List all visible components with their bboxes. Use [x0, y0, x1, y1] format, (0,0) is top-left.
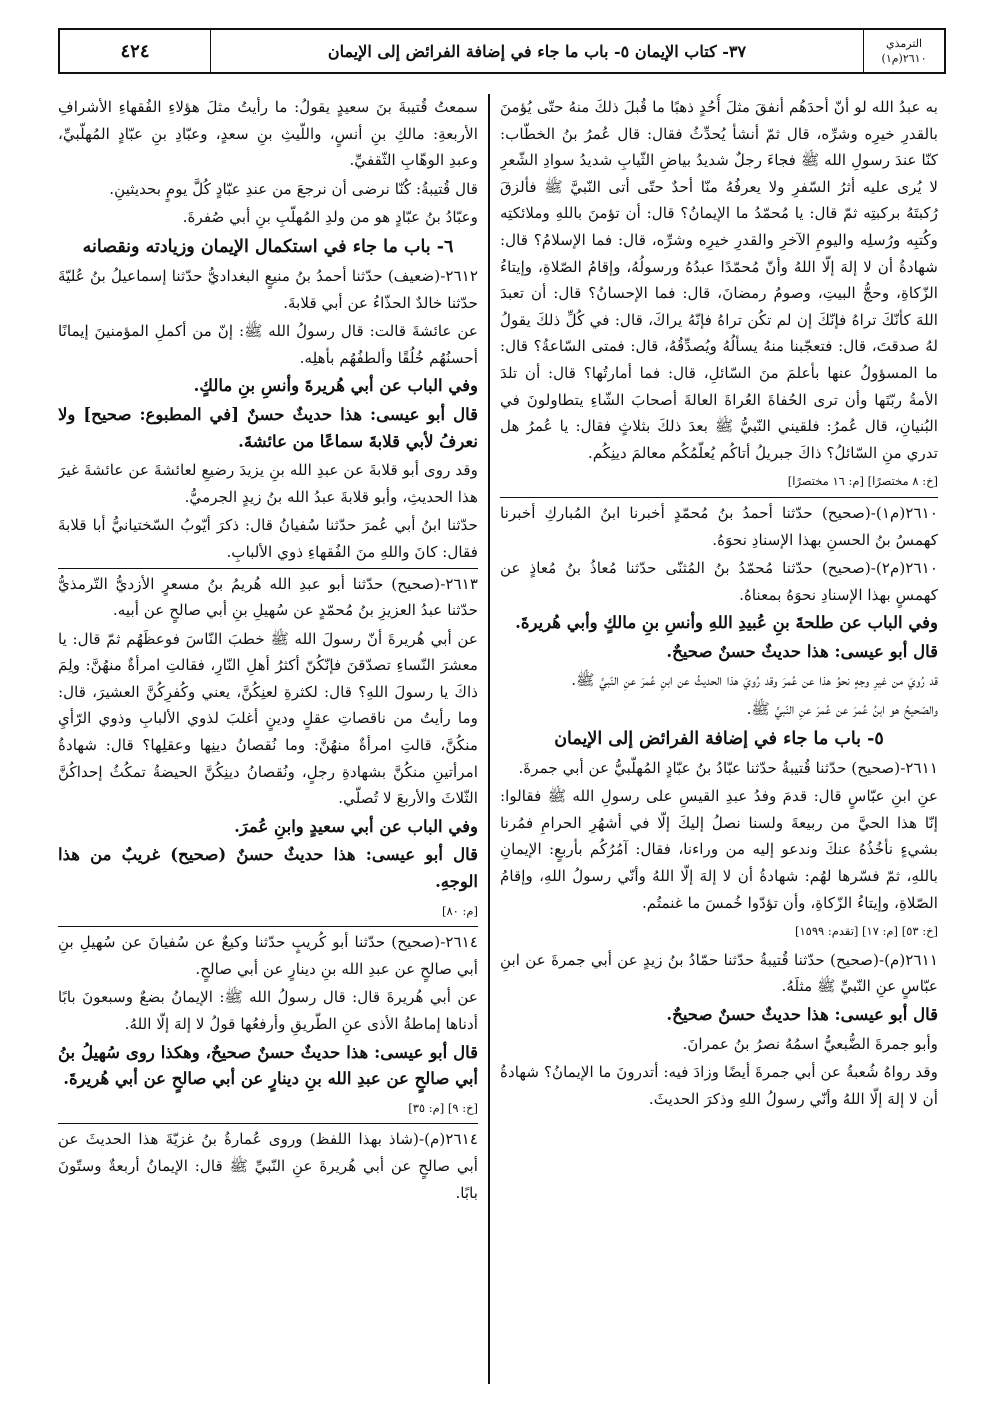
paragraph: وأبو جمرةَ الضُّبعيُّ اسمُهُ نصرُ بنُ عمرانَ.	[682, 1034, 938, 1053]
reference: [خ: ٨ مختصرًا] [م: ١٦ مختصرًا]	[787, 474, 938, 489]
hadith-entry: ٢٦١٤(م)-(شاذ بهذا اللفظ) وروى عُمارةُ بنُ غزيّةَ هذا الحديثَ عن أبي صالحٍ عن أبي هُريرةَ عنِ النّبيِّ ﷺ قال: الإيمانُ أربعةٌ وستّونَ بابًا.	[58, 1123, 478, 1206]
paragraph: عنِ ابنِ عبّاسٍ قال: قدمَ وفدُ عبدِ القيسِ على رسولِ الله ﷺ فقالوا: إنّا هذا الحيَّ من ربيعةَ ولسنا نصلُ إليكَ إلّا في أشهُرِ الحرامِ فمُرنا بشيءٍ نأخُذُهُ عنكَ وندعو إليه من وراءنا، فقال: آمُرُكُم بأربعٍ: الإيمانِ باللهِ، ثمّ فسّرها لهُم: شهادةُ أن لا إلهَ إلّا اللهُ وأنّي رسولُ اللهِ، وإقامُ الصّلاةِ، وإيتاءُ الزّكاةِ، وأن تؤدّوا خُمسَ ما غنمتُم.	[500, 787, 938, 912]
abu-isa-note: قال أبو عيسى: هذا حديثٌ حسنٌ [في المطبوع: صحيح] ولا نعرفُ لأبي قلابةَ سماعًا من عائشةَ.	[58, 404, 478, 451]
hadith-entry: ٢٦١١(م)-(صحيح) حدّثنا قُتيبةُ حدّثنا حمّادُ بنُ زيدٍ عن أبي جمرةَ عن ابنِ عبّاسٍ عنِ النّبيِّ ﷺ مثلَهُ.	[500, 950, 938, 996]
hadith-range: ٢٦١٠(م١)	[881, 52, 927, 65]
paragraph: وعبّادُ بنُ عبّادٍ هو من ولدِ المُهلّبِ بنِ أبي صُفرةَ.	[182, 208, 478, 227]
page-number: ٤٢٤	[120, 40, 150, 62]
hadith-entry: ٢٦١١-(صحيح) حدّثنا قُتيبةُ حدّثنا عبّادُ بنُ عبّادٍ المُهلّبيُّ عن أبي جمرةَ.	[518, 758, 938, 777]
hadith-entry: ٢٦١٠(م١)-(صحيح) حدّثنا أحمدُ بنُ مُحمّدٍ أخبرنا ابنُ المُباركِ أخبرنا كهمسُ بنُ الحسنِ بهذا الإسنادِ نحوَهُ.	[500, 497, 938, 553]
paragraph: قد رُويَ من غيرِ وجهٍ نحوُ هذا عن عُمرَ وقد رُويَ هذا الحديثُ عن ابنِ عُمرَ عنِ النّبيِّ ﷺ.	[571, 671, 938, 690]
paragraph: سمعتُ قُتيبةَ بنَ سعيدٍ يقولُ: ما رأيتُ مثلَ هؤلاءِ الفُقهاءِ الأشرافِ الأربعةِ: مالكِ بنِ أنسٍ، واللّيثِ بنِ سعدٍ، وعبّادِ بنِ عبّادٍ المُهلّبيِّ، وعبدِ الوهّابِ الثّقفيِّ.	[58, 98, 478, 170]
reference: [خ: ٥٣] [م: ١٧] [تقدم: ١٥٩٩]	[794, 924, 938, 939]
page-header	[58, 28, 946, 74]
paragraph: والصّحيحُ هو ابنُ عُمرَ عن عُمرَ عنِ النّبيِّ ﷺ.	[746, 700, 938, 719]
paragraph: حدّثنا ابنُ أبي عُمرَ حدّثنا سُفيانُ قال: ذكرَ أيّوبُ السّختيانيُّ أبا قلابةَ فقال: كانَ واللهِ منَ الفُقهاءِ ذوي الألبابِ.	[58, 516, 478, 561]
column-divider	[488, 94, 490, 1384]
chapter-note: وفي الباب عن أبي هُريرةَ وأنسِ بنِ مالكٍ.	[193, 376, 478, 396]
book-name: الترمذي	[885, 37, 923, 50]
left-column	[58, 94, 478, 1384]
hadith-entry: ٢٦١٣-(صحيح) حدّثنا أبو عبدِ الله هُريمُ بنُ مسعرٍ الأزديُّ التّرمذيُّ حدّثنا عبدُ العزيزِ بنُ مُحمّدٍ عن سُهيلِ بنِ أبي صالحٍ عن أبيه.	[58, 568, 478, 624]
chapter-note: وفي الباب عن طلحةَ بنِ عُبيدِ اللهِ وأنسِ بنِ مالكٍ وأبي هُريرةَ.	[515, 613, 938, 633]
abu-isa-note: قال أبو عيسى: هذا حديثٌ حسنٌ صحيحٌ.	[666, 1005, 938, 1024]
reference: [م: ٨٠]	[442, 903, 478, 918]
paragraph: عن عائشةَ قالت: قال رسولُ الله ﷺ: إنّ من أكملِ المؤمنينَ إيمانًا أحسنُهُم خُلُقًا وألطفُهُم بأهلِه.	[58, 322, 478, 367]
chapter-note: وفي الباب عن أبي سعيدٍ وابنِ عُمرَ.	[234, 816, 478, 836]
paragraph: عن أبي هُريرةَ أنّ رسولَ الله ﷺ خطبَ النّاسَ فوعظَهُم ثمّ قال: يا معشرَ النّساءِ تصدّقنَ فإنّكُنّ أكثرُ أهلِ النّارِ، فقالتِ امرأةٌ منهُنَّ: ولِمَ ذاكَ يا رسولَ اللهِ؟ قال: لكثرةِ لعنِكُنَّ، يعني وكُفرِكُنَّ العشيرَ، قال: وما رأيتُ من ناقصاتِ عقلٍ ودينٍ أغلبَ لذوي الألبابِ وذوي الرّأيِ منكُنَّ، قالتِ امرأةٌ منهُنَّ: وما نُقصانُ دينِها وعقلِها؟ قال: شهادةُ امرأتينِ منكُنَّ بشهادةِ رجلٍ، ونُقصانُ دينِكُنَّ الحيضةُ تمكُثُ إحداكُنَّ الثّلاثَ والأربعَ لا تُصلّي.	[58, 629, 478, 808]
header-book-cell	[863, 30, 944, 72]
abu-isa-note: قال أبو عيسى: هذا حديثٌ حسنٌ صحيحٌ.	[666, 641, 938, 661]
paragraph: قال قُتيبةُ: كُنّا نرضى أن نرجعَ من عندِ عبّادٍ كُلَّ يومٍ بحديثينِ.	[109, 179, 478, 198]
hadith-entry: ٢٦١٠(م٢)-(صحيح) حدّثنا مُحمّدُ بنُ المُثنّى حدّثنا مُعاذُ بنُ مُعاذٍ عن كهمسٍ بهذا الإسنادِ نحوَهُ بمعناهُ.	[500, 559, 938, 604]
paragraph: وقد رواهُ شُعبةُ عن أبي جمرةَ أيضًا وزادَ فيه: أتدرونَ ما الإيمانُ؟ شهادةُ أن لا إلهَ إلّا اللهُ وأنّي رسولُ اللهِ وذكرَ الحديثَ.	[500, 1063, 938, 1108]
paragraph: عن أبي هُريرةَ قال: قال رسولُ الله ﷺ: الإيمانُ بضعٌ وسبعونَ بابًا أدناها إماطةُ الأذى عنِ الطّريقِ وأرفعُها قولُ لا إلهَ إلّا اللهُ.	[58, 988, 478, 1033]
chapter-heading: ٥- باب ما جاء في إضافة الفرائض إلى الإيمان	[554, 728, 884, 749]
hadith-entry: ٢٦١٢-(ضعيف) حدّثنا أحمدُ بنُ منيعٍ البغداديُّ حدّثنا إسماعيلُ بنُ عُليّةَ حدّثنا خالدٌ الحذّاءُ عن أبي قلابةَ.	[58, 266, 478, 312]
hadith-entry: ٢٦١٤-(صحيح) حدّثنا أبو كُريبٍ حدّثنا وكيعٌ عن سُفيانَ عن سُهيلِ بنِ أبي صالحٍ عن عبدِ الله بنِ دينارٍ عن أبي صالحٍ.	[58, 926, 478, 982]
abu-isa-note: قال أبو عيسى: هذا حديثٌ حسنٌ (صحيح) غريبٌ من هذا الوجهِ.	[58, 845, 478, 892]
text-columns	[0, 94, 992, 1384]
paragraph: به عبدُ الله لو أنّ أحدَهُم أنفقَ مثلَ أُحُدٍ ذهبًا ما قُبلَ ذلكَ منهُ حتّى يُؤمنَ بالقدرِ خيرِه وشرِّه، قال ثمّ أنشأ يُحدِّثُ فقال: قال عُمرُ بنُ الخطّاب: كنّا عندَ رسولِ الله ﷺ فجاءَ رجلٌ شديدُ بياضِ الثّيابِ شديدُ سوادِ الشّعرِ لا يُرى عليه أثرُ السّفرِ ولا يعرفُهُ منّا أحدٌ حتّى أتى النّبيَّ ﷺ فألزقَ رُكبتَهُ بركبتِه ثمّ قال: يا مُحمّدُ ما الإيمانُ؟ قال: أن تؤمنَ باللهِ وملائكتِه وكُتبِه ورُسلِه واليومِ الآخرِ والقدرِ خيرِه وشرِّه، قال: فما الإسلامُ؟ قال: شهادةُ أن لا إلهَ إلّا اللهُ وأنّ مُحمّدًا عبدُهُ ورسولُهُ، وإقامُ الصّلاةِ، وإيتاءُ الزّكاةِ، وحجُّ البيتِ، وصومُ رمضانَ، قال: فما الإحسانُ؟ قال: أن تعبدَ اللهَ كأنّكَ تراهُ فإنّكَ إن لم تكُن تراهُ فإنّهُ يراكَ، قال: في كُلِّ ذلكَ يقولُ لهُ صدقتَ، قال: فتعجّبنا منهُ يسألُهُ ويُصدِّقُهُ، قال: فمتى السّاعةُ؟ قال: ما المسؤولُ عنها بأعلمَ منَ السّائلِ، قال: فما أمارتُها؟ قال: أن تلدَ الأمةُ ربّتَها وأن ترى الحُفاةَ العُراةَ العالةَ أصحابَ الشّاءِ يتطاولونَ في البُنيانِ، قال عُمرُ: فلقيني النّبيُّ ﷺ بعدَ ذلكَ بثلاثٍ فقال: يا عُمرُ هل تدري منِ السّائلُ؟ ذاكَ جبريلُ أتاكُم يُعلّمُكُم معالمَ دينِكُم.	[500, 98, 938, 462]
header-title: ٣٧- كتاب الإيمان ٥- باب ما جاء في إضافة الفرائض إلى الإيمان	[210, 30, 863, 72]
right-column	[500, 94, 938, 1384]
chapter-heading: ٦- باب ما جاء في استكمال الإيمان وزيادته ونقصانه	[82, 236, 454, 257]
reference: [خ: ٩] [م: ٣٥]	[408, 1100, 478, 1115]
paragraph: وقد روى أبو قلابةَ عن عبدِ الله بنِ يزيدَ رضيعِ لعائشةَ عن عائشةَ غيرَ هذا الحديثِ، وأبو قلابةَ عبدُ الله بنُ زيدٍ الجرميُّ.	[58, 461, 478, 506]
abu-isa-note: قال أبو عيسى: هذا حديثٌ حسنٌ صحيحٌ، وهكذا روى سُهيلُ بنُ أبي صالحٍ عن عبدِ الله بنِ دينارٍ عن أبي صالحٍ عن أبي هُريرةَ.	[58, 1042, 478, 1089]
